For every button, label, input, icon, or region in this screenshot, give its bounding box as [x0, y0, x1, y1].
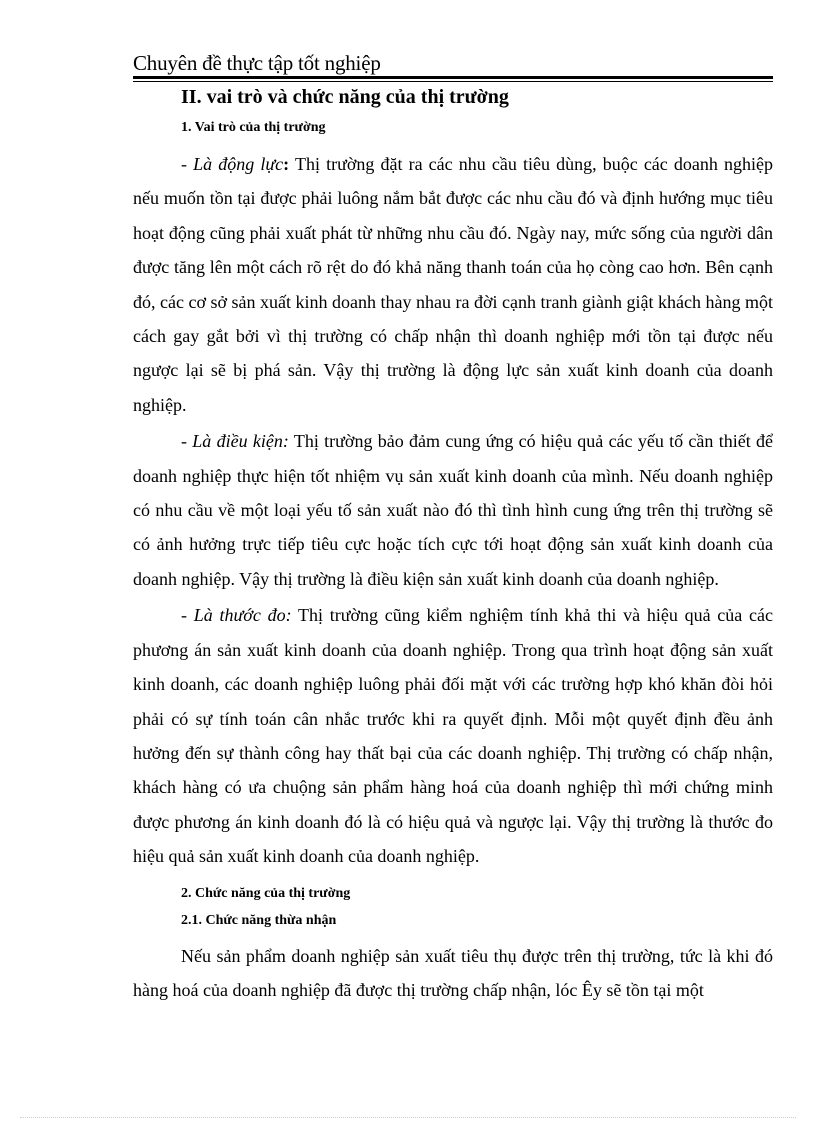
paragraph-text-measure: Thị trường cũng kiểm nghiệm tính khả thi và hiệu quả của các phương án sản xuất kinh doanh của doanh nghiệp. Trong qua trình hoạt động sản xuất kinh doanh, các doanh nghiệp luông phải đối mặt với các trường hợp khó khăn đòi hỏi phải có sự tính toán cân nhắc trước khi ra quyết định. Mỗi một quyết định đều ảnh hưởng đến sự thành công hay thất bại của các doanh nghiệp. Thị trường có chấp nhận, khách hàng có ưa chuộng sản phẩm hàng hoá của doanh nghiệp thì mới chứng minh được phương án kinh doanh đó là có hiệu quả và ngược lại. Vậy thị trường là thước đo hiệu quả sản xuất kinh doanh của doanh nghiệp.: [133, 605, 773, 867]
paragraph-text-motivation: Thị trường đặt ra các nhu cầu tiêu dùng, buộc các doanh nghiệp nếu muốn tồn tại được phải luông nắm bắt được các nhu cầu đó và định hướng mục tiêu hoạt động cũng phải xuất phát từ những nhu cầu đó. Ngày nay, mức sống của người dân được tăng lên một cách rõ rệt do đó khả năng thanh toán của họ còng cao hơn. Bên cạnh đó, các cơ sở sản xuất kinh doanh thay nhau ra đời cạnh tranh giành giật khách hàng một cách gay gắt bởi vì thị trường có chấp nhận thì doanh nghiệp mới tồn tại được nếu ngược lại sẽ bị phá sản. Vậy thị trường là động lực sản xuất kinh doanh của doanh nghiệp.: [133, 154, 773, 415]
subsection-title-functions: 2. Chức năng của thị trường: [181, 885, 351, 901]
subsection-title-recognition: 2.1. Chức năng thừa nhận: [181, 912, 337, 928]
paragraph-text-recognition: Nếu sản phẩm doanh nghiệp sản xuất tiêu thụ được trên thị trường, tức là khi đó hàng hoá của doanh nghiệp đã được thị trường chấp nhận, lóc Êy sẽ tồn tại một: [133, 945, 773, 1000]
paragraph-lead-condition: - Là điều kiện:: [181, 431, 289, 452]
paragraph-measure: [133, 598, 773, 873]
paragraph-condition: [133, 424, 773, 596]
document-body: [133, 84, 773, 1007]
header-title: Chuyên đề thực tập tốt nghiệp: [133, 51, 381, 75]
paragraph-text-condition: Thị trường bảo đảm cung ứng có hiệu quả các yếu tố cần thiết để doanh nghiệp thực hiện tốt nhiệm vụ sản xuất kinh doanh của mình. Nếu doanh nghiệp có nhu cầu về một loại yếu tố sản xuất nào đó thì tình hình cung ứng trên thị trường sẽ có ảnh hưởng trực tiếp tiêu cực hoặc tích cực tới hoạt động sản xuất kinh doanh của doanh nghiệp. Vậy thị trường là điều kiện sản xuất kinh doanh của doanh nghiệp.: [133, 431, 773, 589]
header-rule-thin: [133, 81, 773, 82]
page-header: [133, 50, 773, 76]
page-bottom-border: [20, 1117, 796, 1118]
paragraph-recognition: [133, 939, 773, 1008]
paragraph-lead-colon: :: [283, 154, 290, 174]
paragraph-motivation: [133, 147, 773, 422]
paragraph-lead-motivation: - Là động lực: [181, 154, 284, 174]
subsection-title-roles: 1. Vai trò của thị trường: [181, 120, 326, 135]
paragraph-lead-measure: - Là thước đo:: [181, 605, 292, 626]
header-rule-thick: [133, 76, 773, 79]
section-title: II. vai trò và chức năng của thị trường: [181, 86, 509, 108]
